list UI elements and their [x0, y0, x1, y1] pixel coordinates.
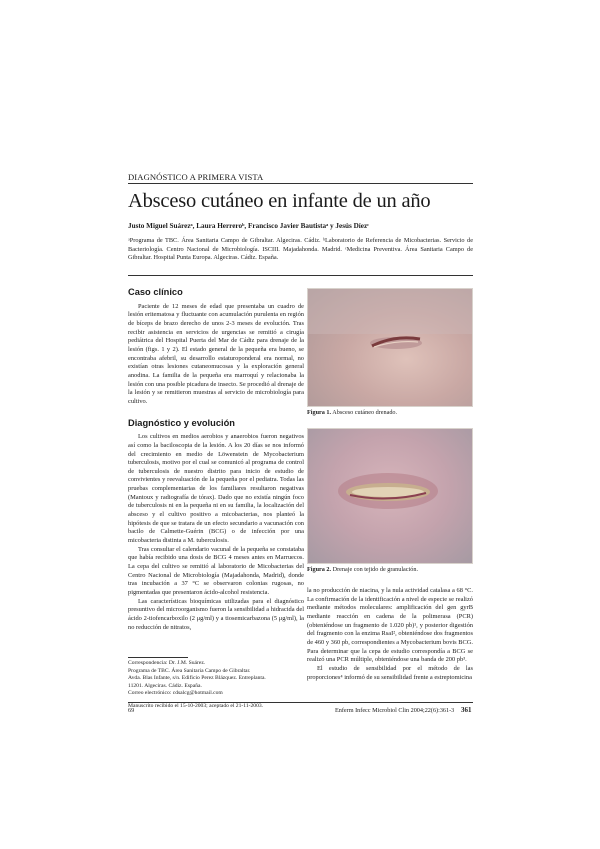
affiliation-rule	[128, 275, 473, 276]
figure-2-label: Figura 2.	[307, 566, 332, 573]
page-number-right: 361	[461, 706, 472, 714]
page-number-left: 69	[128, 707, 135, 714]
paragraph: Paciente de 12 meses de edad que presentaba un cuadro de lesión eritematosa y fluctuante con acumulación purulenta en región de bíceps de brazo derecho de unos 2-3 meses de evolución. Tras recibir asistencia en servicios de urgencias se remitió a cirugía pediátrica del Hospital Puerta del Mar de Cádiz para drenaje de la lesión (figs. 1 y 2). El estado general de la pequeña era bueno, se encontraba afebril, su desarrollo estaturoponderal era normal, no existían otras lesiones cutaneomucosas y la exploración general anodina. La familia de la pequeña era marroquí y relacionaba la lesión con una posible picadura de insecto. Se procedió al drenaje de la lesión y se remitieron muestras al servicio de microbiología para cultivo.	[128, 302, 304, 405]
section-heading-caso: Caso clínico	[128, 287, 183, 297]
figure-1-caption	[307, 409, 397, 416]
footnote-email: Correo electrónico: cdsalcg@hotmail.com	[128, 690, 223, 697]
paragraph: la no producción de niacina, y la nula actividad catalasa a 68 °C. La confirmación de la identificación a nivel de especie se realizó mediante métodos moleculares: amplificación del gen gyrB mediante reacción en cadena de la polimerasa (PCR) (obteniéndose un fragmento de 1.020 pb)¹, y posterior digestión del fragmento con la enzima RsaI², obteniéndose dos fragmentos de 460 y 360 pb, correspondientes a Mycobacterium bovis BCG. Para determinar que la cepa de estudio correspondía a BCG se realizó una PCR múltiple, obteniéndose una banda de 200 pb³.	[307, 587, 473, 664]
figure-1-label: Figura 1.	[307, 409, 332, 416]
section-label: DIAGNÓSTICO A PRIMERA VISTA	[128, 172, 264, 182]
footnote-received: Manuscrito recibido el 15-10-2003; aceptado el 21-11-2003.	[128, 702, 264, 709]
journal-citation: Enferm Infecc Microbiol Clin 2004;22(6):361-3	[335, 707, 455, 714]
right-column	[307, 587, 473, 682]
figure-2-image	[307, 428, 473, 564]
article-authors: Justo Miguel Suárezᵃ, Laura Herreroᵇ, Francisco Javier Bautistaᵃ y Jesús Díezᶜ	[128, 222, 370, 230]
footnote-correspondence: Correspondencia: Dr. J.M. Suárez.	[128, 660, 206, 666]
paragraph: Los cultivos en medios aerobios y anaerobios fueron negativos así como la baciloscopia de la lesión. A los 20 días se nos informó del crecimiento en medio de Löwenstein de Mycobacterium tuberculosis, motivo por el cual se comunicó al programa de control de tuberculosis de nuestro distrito para inicio de estudio de convivientes y reevaluación de la pequeña por el pediatra. Todas las pruebas complementarias de los familiares resultaron negativas (Mantoux y radiografía de tórax). Dado que no existía ningún foco de tuberculosis ni en la pequeña ni en su familia, la localización del absceso y el cultivo positivo a micobacterias, nos planteó la hipótesis de que se tratara de un efecto secundario a vacunación con bacilo de Calmette-Guérin (BCG) o de infección por una micobacteria distinta a M. tuberculosis.	[128, 433, 304, 545]
footnote-line: Programa de TBC. Área Sanitaria Campo de Gibraltar.	[128, 667, 251, 674]
figure-2-text: Drenaje con tejido de granulación.	[332, 566, 418, 573]
figure-1-image	[307, 288, 473, 407]
footnote-line: Avda. Blas Infante, s/n. Edificio Perez Blázquez. Entreplanta.	[128, 675, 266, 682]
footnote-rule	[128, 657, 188, 658]
paragraph: Las características bioquímicas utilizadas para el diagnóstico presuntivo del microorganismo fueron la sensibilidad a hidracida del ácido 2-tiofencarboxilo (2 μg/ml) y a tiosemicarbazona (5 μg/ml), la no reducción de nitratos,	[128, 597, 304, 631]
article-affiliations: ᵃPrograma de TBC. Área Sanitaria Campo de Gibraltar. Algeciras. Cádiz. ᵇLaboratorio de Referencia de Micobacterias. Servicio de Bacteriología. Centro Nacional de Microbiología. ISCIII. Majadahonda. Madrid. ᶜMedicina Preventiva. Área Sanitaria Campo de Gibraltar. Hospital Punta Europa. Algeciras. Cádiz. España.	[128, 237, 473, 262]
paragraph: El estudio de sensibilidad por el método de las proporciones⁴ informó de su sensibilidad frente a estreptomicina	[307, 664, 473, 681]
footer-rule	[128, 702, 473, 703]
article-title: Absceso cutáneo en infante de un año	[128, 190, 431, 212]
figure-2-caption	[307, 566, 418, 573]
wound-illustration	[308, 289, 472, 406]
footnote-line: 11201. Algeciras. Cádiz. España.	[128, 682, 202, 689]
left-column	[128, 288, 304, 632]
header-rule	[128, 183, 473, 184]
figure-1-text: Absceso cutáneo drenado.	[332, 409, 398, 416]
paragraph: Tras consultar el calendario vacunal de la pequeña se constataba que había recibido una dosis de BCG 4 meses antes en Marruecos. La cepa del cultivo se remitió al laboratorio de Micobacterias del Centro Nacional de Microbiología (Majadahonda, Madrid), donde tras incubación a 37 °C se observaron colonias rugosas, no pigmentadas que presentaron ácido-alcohol resistencia.	[128, 545, 304, 596]
section-heading-diagnostico: Diagnóstico y evolución	[128, 417, 235, 428]
granulation-illustration	[308, 429, 472, 563]
